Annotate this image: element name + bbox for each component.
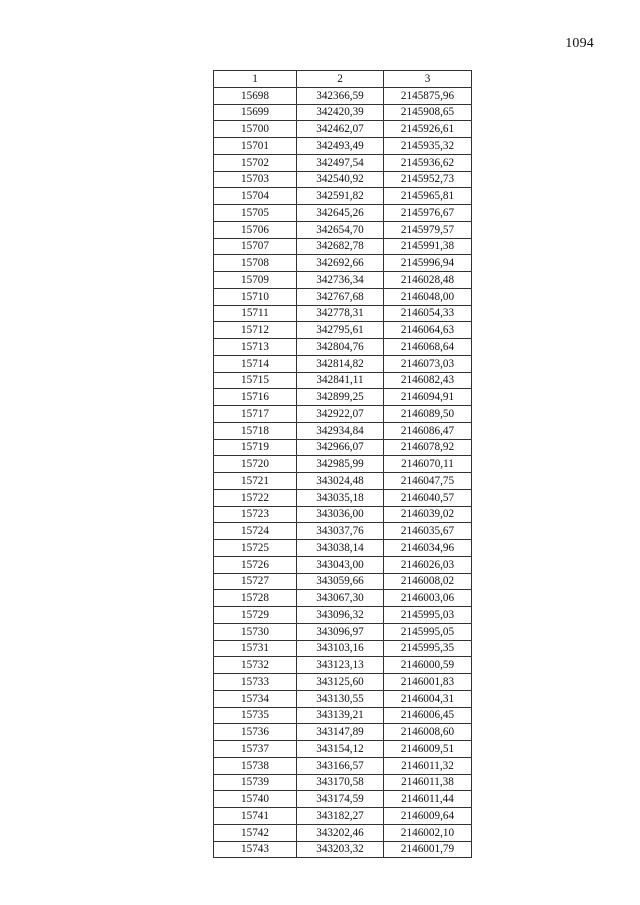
- x-coordinate-cell: 342736,34: [297, 272, 384, 289]
- y-coordinate-cell: 2145976,67: [384, 205, 472, 222]
- point-number-cell: 15720: [214, 456, 297, 473]
- point-number-cell: 15735: [214, 707, 297, 724]
- table-row: [214, 272, 472, 289]
- table-row: [214, 556, 472, 573]
- table-row: [214, 573, 472, 590]
- point-number-cell: 15742: [214, 824, 297, 841]
- y-coordinate-cell: 2146078,92: [384, 439, 472, 456]
- x-coordinate-cell: 342591,82: [297, 188, 384, 205]
- x-coordinate-cell: 342841,11: [297, 372, 384, 389]
- x-coordinate-cell: 343170,58: [297, 774, 384, 791]
- y-coordinate-cell: 2145936,62: [384, 154, 472, 171]
- point-number-cell: 15739: [214, 774, 297, 791]
- x-coordinate-cell: 343147,89: [297, 724, 384, 741]
- table-row: [214, 288, 472, 305]
- point-number-cell: 15705: [214, 205, 297, 222]
- table-row: [214, 808, 472, 825]
- y-coordinate-cell: 2146002,10: [384, 824, 472, 841]
- y-coordinate-cell: 2145926,61: [384, 121, 472, 138]
- point-number-cell: 15702: [214, 154, 297, 171]
- x-coordinate-cell: 343096,97: [297, 623, 384, 640]
- point-number-cell: 15728: [214, 590, 297, 607]
- y-coordinate-cell: 2145991,38: [384, 238, 472, 255]
- x-coordinate-cell: 343182,27: [297, 808, 384, 825]
- table-row: [214, 389, 472, 406]
- table-row: [214, 87, 472, 104]
- table-row: [214, 741, 472, 758]
- y-coordinate-cell: 2146003,06: [384, 590, 472, 607]
- point-number-cell: 15704: [214, 188, 297, 205]
- y-coordinate-cell: 2145996,94: [384, 255, 472, 272]
- y-coordinate-cell: 2146040,57: [384, 489, 472, 506]
- x-coordinate-cell: 343203,32: [297, 841, 384, 858]
- y-coordinate-cell: 2146068,64: [384, 339, 472, 356]
- point-number-cell: 15737: [214, 741, 297, 758]
- x-coordinate-cell: 342814,82: [297, 355, 384, 372]
- y-coordinate-cell: 2146011,32: [384, 757, 472, 774]
- y-coordinate-cell: 2146011,44: [384, 791, 472, 808]
- x-coordinate-cell: 343037,76: [297, 523, 384, 540]
- point-number-cell: 15717: [214, 406, 297, 423]
- y-coordinate-cell: 2146034,96: [384, 540, 472, 557]
- table-row: [214, 138, 472, 155]
- column-header-3: 3: [384, 71, 472, 88]
- x-coordinate-cell: 343024,48: [297, 473, 384, 490]
- y-coordinate-cell: 2146070,11: [384, 456, 472, 473]
- column-header-2: 2: [297, 71, 384, 88]
- x-coordinate-cell: 342540,92: [297, 171, 384, 188]
- y-coordinate-cell: 2146004,31: [384, 690, 472, 707]
- table-row: [214, 188, 472, 205]
- point-number-cell: 15706: [214, 221, 297, 238]
- x-coordinate-cell: 343154,12: [297, 741, 384, 758]
- y-coordinate-cell: 2146039,02: [384, 506, 472, 523]
- x-coordinate-cell: 342654,70: [297, 221, 384, 238]
- table-row: [214, 724, 472, 741]
- column-header-1: 1: [214, 71, 297, 88]
- point-number-cell: 15726: [214, 556, 297, 573]
- x-coordinate-cell: 343130,55: [297, 690, 384, 707]
- x-coordinate-cell: 342366,59: [297, 87, 384, 104]
- table-row: [214, 690, 472, 707]
- table-row: [214, 841, 472, 858]
- x-coordinate-cell: 343059,66: [297, 573, 384, 590]
- table-row: [214, 473, 472, 490]
- x-coordinate-cell: 342682,78: [297, 238, 384, 255]
- table-header-row: [214, 71, 472, 88]
- x-coordinate-cell: 342985,99: [297, 456, 384, 473]
- y-coordinate-cell: 2146035,67: [384, 523, 472, 540]
- y-coordinate-cell: 2146006,45: [384, 707, 472, 724]
- y-coordinate-cell: 2146000,59: [384, 657, 472, 674]
- y-coordinate-cell: 2146009,64: [384, 808, 472, 825]
- point-number-cell: 15741: [214, 808, 297, 825]
- y-coordinate-cell: 2146094,91: [384, 389, 472, 406]
- y-coordinate-cell: 2146054,33: [384, 305, 472, 322]
- y-coordinate-cell: 2145952,73: [384, 171, 472, 188]
- point-number-cell: 15723: [214, 506, 297, 523]
- table-row: [214, 238, 472, 255]
- x-coordinate-cell: 342934,84: [297, 422, 384, 439]
- x-coordinate-cell: 343125,60: [297, 674, 384, 691]
- table-row: [214, 372, 472, 389]
- x-coordinate-cell: 342795,61: [297, 322, 384, 339]
- point-number-cell: 15707: [214, 238, 297, 255]
- point-number-cell: 15743: [214, 841, 297, 858]
- table-row: [214, 506, 472, 523]
- x-coordinate-cell: 343036,00: [297, 506, 384, 523]
- point-number-cell: 15740: [214, 791, 297, 808]
- y-coordinate-cell: 2146073,03: [384, 355, 472, 372]
- x-coordinate-cell: 342804,76: [297, 339, 384, 356]
- x-coordinate-cell: 343067,30: [297, 590, 384, 607]
- point-number-cell: 15721: [214, 473, 297, 490]
- point-number-cell: 15711: [214, 305, 297, 322]
- y-coordinate-cell: 2146001,79: [384, 841, 472, 858]
- y-coordinate-cell: 2146047,75: [384, 473, 472, 490]
- point-number-cell: 15738: [214, 757, 297, 774]
- point-number-cell: 15699: [214, 104, 297, 121]
- table-row: [214, 322, 472, 339]
- point-number-cell: 15719: [214, 439, 297, 456]
- x-coordinate-cell: 343139,21: [297, 707, 384, 724]
- point-number-cell: 15734: [214, 690, 297, 707]
- table-row: [214, 121, 472, 138]
- table-row: [214, 774, 472, 791]
- table-row: [214, 439, 472, 456]
- table-row: [214, 824, 472, 841]
- x-coordinate-cell: 342497,54: [297, 154, 384, 171]
- table-row: [214, 757, 472, 774]
- table-row: [214, 339, 472, 356]
- point-number-cell: 15715: [214, 372, 297, 389]
- table-row: [214, 422, 472, 439]
- point-number-cell: 15736: [214, 724, 297, 741]
- y-coordinate-cell: 2146089,50: [384, 406, 472, 423]
- table-row: [214, 406, 472, 423]
- x-coordinate-cell: 343038,14: [297, 540, 384, 557]
- table-row: [214, 623, 472, 640]
- x-coordinate-cell: 343174,59: [297, 791, 384, 808]
- point-number-cell: 15733: [214, 674, 297, 691]
- table-row: [214, 540, 472, 557]
- table-body: [214, 87, 472, 858]
- y-coordinate-cell: 2146026,03: [384, 556, 472, 573]
- point-number-cell: 15730: [214, 623, 297, 640]
- table-row: [214, 674, 472, 691]
- point-number-cell: 15703: [214, 171, 297, 188]
- table-row: [214, 355, 472, 372]
- point-number-cell: 15722: [214, 489, 297, 506]
- point-number-cell: 15732: [214, 657, 297, 674]
- point-number-cell: 15710: [214, 288, 297, 305]
- table-row: [214, 607, 472, 624]
- y-coordinate-cell: 2145995,35: [384, 640, 472, 657]
- y-coordinate-cell: 2146011,38: [384, 774, 472, 791]
- y-coordinate-cell: 2146009,51: [384, 741, 472, 758]
- x-coordinate-cell: 343166,57: [297, 757, 384, 774]
- table-row: [214, 791, 472, 808]
- point-number-cell: 15713: [214, 339, 297, 356]
- point-number-cell: 15729: [214, 607, 297, 624]
- table-row: [214, 489, 472, 506]
- y-coordinate-cell: 2146082,43: [384, 372, 472, 389]
- table-row: [214, 154, 472, 171]
- y-coordinate-cell: 2145875,96: [384, 87, 472, 104]
- y-coordinate-cell: 2146064,63: [384, 322, 472, 339]
- y-coordinate-cell: 2145995,05: [384, 623, 472, 640]
- x-coordinate-cell: 343096,32: [297, 607, 384, 624]
- table-row: [214, 590, 472, 607]
- x-coordinate-cell: 342966,07: [297, 439, 384, 456]
- table-row: [214, 221, 472, 238]
- point-number-cell: 15712: [214, 322, 297, 339]
- x-coordinate-cell: 342767,68: [297, 288, 384, 305]
- table-row: [214, 171, 472, 188]
- table-row: [214, 104, 472, 121]
- table-row: [214, 456, 472, 473]
- point-number-cell: 15718: [214, 422, 297, 439]
- point-number-cell: 15701: [214, 138, 297, 155]
- table-row: [214, 205, 472, 222]
- x-coordinate-cell: 343123,13: [297, 657, 384, 674]
- point-number-cell: 15708: [214, 255, 297, 272]
- x-coordinate-cell: 343103,16: [297, 640, 384, 657]
- x-coordinate-cell: 342645,26: [297, 205, 384, 222]
- y-coordinate-cell: 2145935,32: [384, 138, 472, 155]
- x-coordinate-cell: 343043,00: [297, 556, 384, 573]
- x-coordinate-cell: 342462,07: [297, 121, 384, 138]
- y-coordinate-cell: 2146048,00: [384, 288, 472, 305]
- point-number-cell: 15716: [214, 389, 297, 406]
- point-number-cell: 15709: [214, 272, 297, 289]
- page-number: 1094: [565, 36, 594, 51]
- x-coordinate-cell: 343202,46: [297, 824, 384, 841]
- x-coordinate-cell: 342922,07: [297, 406, 384, 423]
- table-row: [214, 707, 472, 724]
- y-coordinate-cell: 2145995,03: [384, 607, 472, 624]
- y-coordinate-cell: 2145965,81: [384, 188, 472, 205]
- point-number-cell: 15725: [214, 540, 297, 557]
- x-coordinate-cell: 343035,18: [297, 489, 384, 506]
- x-coordinate-cell: 342420,39: [297, 104, 384, 121]
- point-number-cell: 15727: [214, 573, 297, 590]
- point-number-cell: 15731: [214, 640, 297, 657]
- point-number-cell: 15698: [214, 87, 297, 104]
- y-coordinate-cell: 2145979,57: [384, 221, 472, 238]
- y-coordinate-cell: 2146028,48: [384, 272, 472, 289]
- table-row: [214, 255, 472, 272]
- y-coordinate-cell: 2146086,47: [384, 422, 472, 439]
- x-coordinate-cell: 342493,49: [297, 138, 384, 155]
- point-number-cell: 15714: [214, 355, 297, 372]
- point-number-cell: 15724: [214, 523, 297, 540]
- y-coordinate-cell: 2146001,83: [384, 674, 472, 691]
- table-row: [214, 640, 472, 657]
- x-coordinate-cell: 342899,25: [297, 389, 384, 406]
- table-row: [214, 523, 472, 540]
- x-coordinate-cell: 342692,66: [297, 255, 384, 272]
- coordinates-table: [213, 70, 472, 858]
- y-coordinate-cell: 2145908,65: [384, 104, 472, 121]
- x-coordinate-cell: 342778,31: [297, 305, 384, 322]
- y-coordinate-cell: 2146008,60: [384, 724, 472, 741]
- y-coordinate-cell: 2146008,02: [384, 573, 472, 590]
- table-row: [214, 657, 472, 674]
- table-row: [214, 305, 472, 322]
- point-number-cell: 15700: [214, 121, 297, 138]
